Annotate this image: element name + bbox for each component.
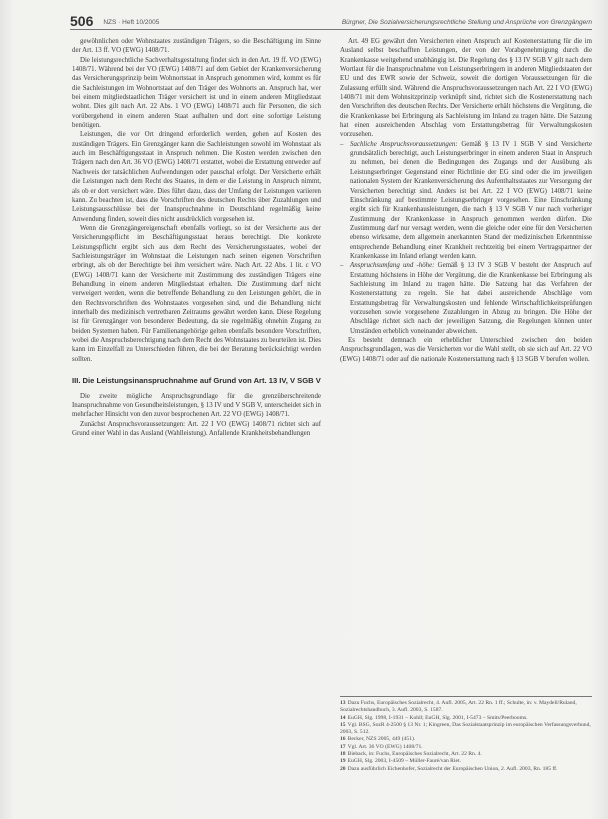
- footnote-text: Bieback, in: Fuchs, Europäisches Sozialrecht, Art. 22 Rn. 4.: [347, 751, 482, 758]
- footnote-text: Vgl. BSG, SozR 4-2500 § 13 Nr. 1; Kingreen, Das Sozialstaatsprinzip im europäischen Verfassungsverbund, 2003, S. 512.: [340, 721, 591, 736]
- footnote-number: 15: [340, 721, 346, 728]
- paragraph: Art. 49 EG gewährt den Versicherten einen Anspruch auf Kostenerstattung für die im Ausland selbst beschafften Leistungen, der von der Vorabgenehmigung durch die Krankenkasse weitgehend unabhängig ist. Die Regelung des § 13 IV SGB V gilt nach dem Wortlaut für die Inanspruchnahme von Leistungserbringern in anderen Mitgliedstaaten der EU und des EWR sowie der Schweiz, soweit die dortigen Voraussetzungen für die Zulassung erfüllt sind. Während die Anspruchsvoraussetzungen nach Art. 22 I VO (EWG) 1408/71 mit dem Wohnsitzprinzip verknüpft sind, richtet sich die Kostenerstattung nach den Vorschriften des deutschen Rechts. Der Versicherte erhält höchstens die Vergütung, die die Krankenkasse bei Erbringung als Sachleistung im Inland zu tragen hätte. Die Satzung hat einen ausreichenden Abschlag vom Erstattungsbetrag für Verwaltungskosten vorzusehen.: [340, 38, 592, 139]
- list-term: Sachliche Anspruchsvoraussetzungen:: [350, 140, 458, 148]
- page-number: 506: [70, 13, 94, 29]
- paragraph: Wenn die Grenzgängereigenschaft ebenfalls vorliegt, so ist der Versicherte aus der Versicherungspflicht im Beschäftigungsstaat heraus berechtigt. Die konkrete Leistungspflicht ergibt sich aus dem Recht des Versicherungsstaates, wobei der Sachleistungsträger im Wohnstaat die Leistungen nach seinen eigenen Vorschriften erbringt, als ob der Berechtigte bei ihm versichert wäre. Nach Art. 22 Abs. 1 lit. c VO (EWG) 1408/71 kann der Versicherte mit Zustimmung des zuständigen Trägers eine Behandlung in einem anderen Mitgliedstaat erhalten. Die Zustimmung darf nicht verweigert werden, wenn die betreffende Behandlung zu den Leistungen gehört, die in den Rechtsvorschriften des Wohnstaates vorgesehen sind, und die Behandlung nicht innerhalb des medizinisch vertretbaren Zeitraums gewährt werden kann. Diese Regelung ist für Grenzgänger von besonderer Bedeutung, da sie regelmäßig ohnehin Zugang zu beiden Systemen haben. Für Familienangehörige gelten ebenfalls besondere Vorschriften, wobei die Anspruchsberechtigung nach dem Recht des Wohnstaates zu beurteilen ist. Dies kann im Einzelfall zu Unterschieden führen, die bei der Beratung berücksichtigt werden sollten.: [72, 224, 321, 363]
- journal-reference: NZS · Heft 10/2005: [103, 19, 160, 26]
- section-heading: III. Die Leistungsinanspruchnahme auf Grund von Art. 13 IV, V SGB V: [72, 376, 321, 386]
- footnotes: [340, 696, 592, 773]
- footnote: [340, 700, 592, 715]
- footnote: [340, 722, 592, 737]
- list-term: Anspruchsumfang und -höhe:: [350, 262, 435, 270]
- list-item: [340, 140, 592, 261]
- paragraph: Es besteht demnach ein erheblicher Unterschied zwischen den beiden Anspruchsgrundlagen, was die Versicherten vor die Wahl stellt, ob sie sich auf Art. 22 VO (EWG) 1408/71 oder auf die nationale Kostenerstattung nach § 13 SGB V berufen wollen.: [340, 337, 592, 363]
- footnote-text: Dazu Fuchs, Europäisches Sozialrecht, 4. Aufl. 2005, Art. 22 Rn. 1 ff.; Schulte, in: v. Maydell/Ruland, Sozialrechtshandbuch, 3. Aufl. 2003, S. 1587.: [340, 700, 577, 714]
- footnote-text: EuGH, Slg. 2003, I-4509 – Müller-Fauré/van Riet.: [347, 758, 461, 765]
- paragraph: Die zweite mögliche Anspruchsgrundlage für die grenzüberschreitende Inanspruchnahme von Gesundheitsleistungen, § 13 IV und V SGB V, unterscheidet sich in mehrfacher Hinsicht von den zuvor besprochenen Art. 22 VO (EWG) 1408/71.: [72, 392, 321, 419]
- footnote-number: 16: [340, 736, 346, 743]
- footnote: [340, 766, 592, 773]
- running-title: Bürgner, Die Sozialversicherungsrechtliche Stellung und Ansprüche von Grenzgängern: [341, 19, 592, 26]
- footnote: [340, 744, 592, 751]
- page-header: [70, 9, 592, 30]
- footnote-number: 19: [340, 758, 346, 765]
- footnote-number: 17: [340, 743, 346, 750]
- left-text-column: [72, 37, 321, 438]
- footnote: [340, 751, 592, 758]
- paragraph: Zunächst Anspruchsvoraussetzungen: Art. 22 I VO (EWG) 1408/71 richtet sich auf Grund einer Wahl in das Ausland (Wahlleistung). Anfallende Krankheitsbehandlungen: [72, 420, 321, 437]
- footnote: [340, 715, 592, 722]
- paragraph: Leistungen, die vor Ort dringend erforderlich werden, gehen auf Kosten des zuständigen Trägers. Ein Grenzgänger kann die Sachleistungen sowohl im Wohnstaat als auch im Beschäftigungsstaat in Anspruch nehmen. Die Kosten werden zwischen den Trägern nach den Art. 36 VO (EWG) 1408/71 erstattet, wobei die Erstattung entweder auf Nachweis der tatsächlichen Aufwendungen oder pauschal erfolgt. Der Versicherte erhält die Leistungen nach dem Recht des Staates, in dem er die Leistung in Anspruch nimmt, als ob er dort versichert wäre. Dies führt dazu, dass der Umfang der Leistungen variieren kann. Zu beachten ist, dass die Vorschriften des deutschen Rechts über Zuzahlungen und Leistungsausschlüsse bei der Inanspruchnahme in Deutschland regelmäßig keine Anwendung finden, soweit dies nicht ausdrücklich vorgesehen ist.: [72, 131, 321, 223]
- footnote-number: 13: [340, 700, 346, 706]
- footnote-text: Vgl. Art. 36 VO (EWG) 1408/71.: [347, 743, 423, 750]
- footnote-number: 18: [340, 751, 346, 758]
- footnote-text: Becker, NZS 2005, 449 (451).: [347, 736, 416, 743]
- paragraph: Die leistungsrechtliche Sachverhaltsgestaltung findet sich in den Art. 19 ff. VO (EWG) 1408/71. Während bei der VO (EWG) 1408/71 auf dem Gebiet der Krankenversicherung das Versicherungsprinzip beim Wohnortstaat in Anspruch genommen wird, kommt es für die Sachleistungen im Wohnortstaat auf den Träger des Wohnorts an. Anspruch hat, wer bei einem mitgliedstaatlichen Träger versichert ist und in einem anderen Mitgliedstaat wohnt. Dies gilt nach Art. 22 Abs. 1 VO (EWG) 1408/71 auch für Personen, die sich vorübergehend in einem anderen Staat aufhalten und dort eine sofortige Leistung benötigen.: [72, 56, 321, 130]
- footnote-text: Dazu ausführlich Eichenhofer, Sozialrecht der Europäischen Union, 2. Aufl. 2003, Rn. 185 ff.: [347, 765, 558, 772]
- list-dash: –: [340, 262, 344, 270]
- list-text: Gemäß § 13 IV 1 SGB V sind Versicherte grundsätzlich berechtigt, auch Leistungserbringer in einem anderen Staat in Anspruch zu nehmen, bei denen die Bedingungen des Zugangs und der Ausübung als Leistungserbringer Gegenstand einer Richtlinie der EG sind oder die im jeweiligen nationalen System der Krankenversicherung des Aufenthaltsstaates zur Versorgung der Versicherten berechtigt sind. Anders ist bei Art. 22 I VO (EWG) 1408/71 keine Einschränkung auf bestimmte Leistungserbringer vorgesehen. Eine Einschränkung ergibt sich für Krankenhausleistungen, die nach § 13 V SGB V nur nach vorheriger Zustimmung der Krankenkasse in Anspruch genommen werden dürfen. Die Zustimmung darf nur versagt werden, wenn die gleiche oder eine für den Versicherten ebenso wirksame, dem allgemein anerkannten Stand der medizinischen Erkenntnisse entsprechende Behandlung einer Krankheit rechtzeitig bei einem Vertragspartner der Krankenkasse im Inland erlangt werden kann.: [350, 140, 592, 260]
- footnote-number: 14: [340, 714, 346, 721]
- paragraph: gewöhnlichen oder Wohnstaates zuständigen Trägers, so die Beschäftigung im Sinne der Art. 13 ff. VO (EWG) 1408/71.: [72, 38, 321, 55]
- list-dash: –: [340, 140, 344, 148]
- right-text-column: [340, 37, 592, 364]
- footnote-text: EuGH, Slg. 1998, I-1931 – Kohll; EuGH, Slg. 2001, I-5473 – Smits/Peerbooms.: [347, 714, 528, 721]
- list-text: Gemäß § 13 IV 3 SGB V besteht der Anspruch auf Erstattung höchstens in Höhe der Vergütung, die die Krankenkasse bei Erbringung als Sachleistung im Inland zu tragen hätte. Die Satzung hat das Verfahren der Kostenerstattung zu regeln. Sie hat dabei ausreichende Abschläge vom Erstattungsbetrag für Verwaltungskosten und fehlende Wirtschaftlichkeitsprüfungen vorzusehen sowie vorgesehene Zuzahlungen in Abzug zu bringen. Die Höhe der Abschläge richtet sich nach der jeweiligen Satzung, die Regelungen können unter Umständen erheblich voneinander abweichen.: [350, 262, 592, 335]
- list-item: [340, 261, 592, 336]
- footnote: [340, 758, 592, 765]
- footnote-number: 20: [340, 765, 346, 772]
- footnote: [340, 736, 592, 743]
